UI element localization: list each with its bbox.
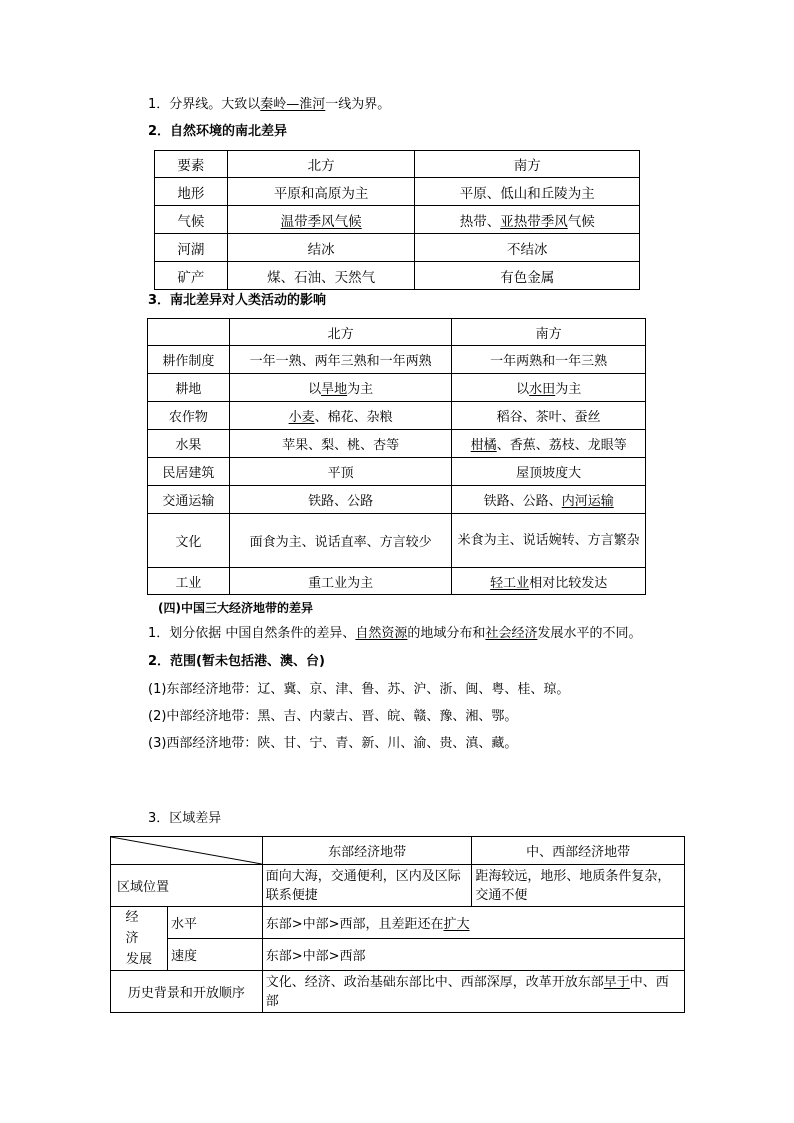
south-cell: 米食为主、说话婉转、方言繁杂 — [452, 514, 646, 568]
north-cell: 结冰 — [227, 234, 415, 262]
south-cell: 稻谷、茶叶、蚕丝 — [452, 402, 646, 430]
row-label: 水果 — [148, 430, 230, 458]
economic-zones-heading: (四)中国三大经济地带的差异 — [158, 601, 313, 615]
header-cell: 北方 — [229, 319, 452, 346]
header-cell: 东部经济地带 — [262, 837, 472, 865]
north-cell: 以旱地为主 — [229, 374, 452, 402]
division-basis-text: 1．划分依据 中国自然条件的差异、自然资源的地域分布和社会经济发展水平的不同。 — [148, 626, 642, 641]
diagonal-line — [111, 837, 262, 864]
north-cell: 重工业为主 — [229, 568, 452, 595]
header-cell: 北方 — [227, 151, 415, 178]
row-label: 交通运输 — [148, 486, 230, 514]
row-label: 耕地 — [148, 374, 230, 402]
speed-label: 速度 — [167, 939, 262, 971]
north-cell: 煤、石油、天然气 — [227, 262, 415, 290]
north-cell: 面食为主、说话直率、方言较少 — [229, 514, 452, 568]
south-cell: 不结冰 — [415, 234, 640, 262]
row-label: 气候 — [155, 206, 228, 234]
speed-cell: 东部>中部>西部 — [262, 939, 684, 971]
regional-difference-table — [110, 836, 685, 1013]
diagonal-header-cell — [111, 837, 263, 865]
header-cell — [148, 319, 230, 346]
central-zone-text: (2)中部经济地带：黑、吉、内蒙古、晋、皖、赣、豫、湘、鄂。 — [148, 709, 518, 724]
header-cell: 南方 — [452, 319, 646, 346]
north-cell: 一年一熟、两年三熟和一年两熟 — [229, 346, 452, 374]
boundary-line-text: 1．分界线。大致以秦岭—淮河一线为界。 — [148, 97, 391, 112]
row-label: 民居建筑 — [148, 458, 230, 486]
econ-label-line2: 发展 — [125, 952, 152, 967]
south-cell: 柑橘、香蕉、荔枝、龙眼等 — [452, 430, 646, 458]
history-cell: 文化、经济、政治基础东部比中、西部深厚，改革开放东部早于中、西部 — [262, 971, 684, 1013]
north-cell: 平原和高原为主 — [227, 178, 415, 206]
row-label: 农作物 — [148, 402, 230, 430]
location-east-cell: 面向大海，交通便利，区内及区际联系便捷 — [262, 865, 472, 907]
south-cell: 轻工业相对比较发达 — [452, 568, 646, 595]
east-zone-text: (1)东部经济地带：辽、冀、京、津、鲁、苏、沪、浙、闽、粤、桂、琼。 — [148, 682, 570, 697]
row-label: 耕作制度 — [148, 346, 230, 374]
north-cell: 平顶 — [229, 458, 452, 486]
human-activity-table — [147, 318, 646, 595]
north-cell: 小麦、棉花、杂粮 — [229, 402, 452, 430]
level-cell: 东部>中部>西部，且差距还在扩大 — [262, 907, 684, 939]
regional-difference-heading: 3．区域差异 — [148, 811, 222, 826]
south-cell: 一年两熟和一年三熟 — [452, 346, 646, 374]
row-label: 工业 — [148, 568, 230, 595]
south-cell: 有色金属 — [415, 262, 640, 290]
south-cell: 热带、亚热带季风气候 — [415, 206, 640, 234]
row-label: 矿产 — [155, 262, 228, 290]
location-label: 区域位置 — [111, 865, 263, 907]
north-cell: 苹果、梨、桃、杏等 — [229, 430, 452, 458]
north-cell: 温带季风气候 — [227, 206, 415, 234]
header-cell: 中、西部经济地带 — [472, 837, 685, 865]
history-label: 历史背景和开放顺序 — [111, 971, 263, 1013]
header-cell: 南方 — [415, 151, 640, 178]
table3-heading: 3．南北差异对人类活动的影响 — [148, 293, 327, 308]
south-cell: 屋顶坡度大 — [452, 458, 646, 486]
header-cell: 要素 — [155, 151, 228, 178]
row-label: 文化 — [148, 514, 230, 568]
table2-heading: 2．自然环境的南北差异 — [148, 124, 288, 139]
south-cell: 铁路、公路、内河运输 — [452, 486, 646, 514]
west-zone-text: (3)西部经济地带：陕、甘、宁、青、新、川、渝、贵、滇、藏。 — [148, 736, 518, 751]
natural-environment-table — [154, 150, 640, 290]
level-label: 水平 — [167, 907, 262, 939]
row-label: 地形 — [155, 178, 228, 206]
north-cell: 铁路、公路 — [229, 486, 452, 514]
econ-label-line1: 经济 — [125, 910, 153, 946]
location-west-cell: 距海较远，地形、地质条件复杂，交通不便 — [472, 865, 685, 907]
south-cell: 以水田为主 — [452, 374, 646, 402]
economic-development-label — [111, 907, 168, 971]
south-cell: 平原、低山和丘陵为主 — [415, 178, 640, 206]
row-label: 河湖 — [155, 234, 228, 262]
range-heading: 2．范围(暂未包括港、澳、台) — [148, 654, 325, 669]
